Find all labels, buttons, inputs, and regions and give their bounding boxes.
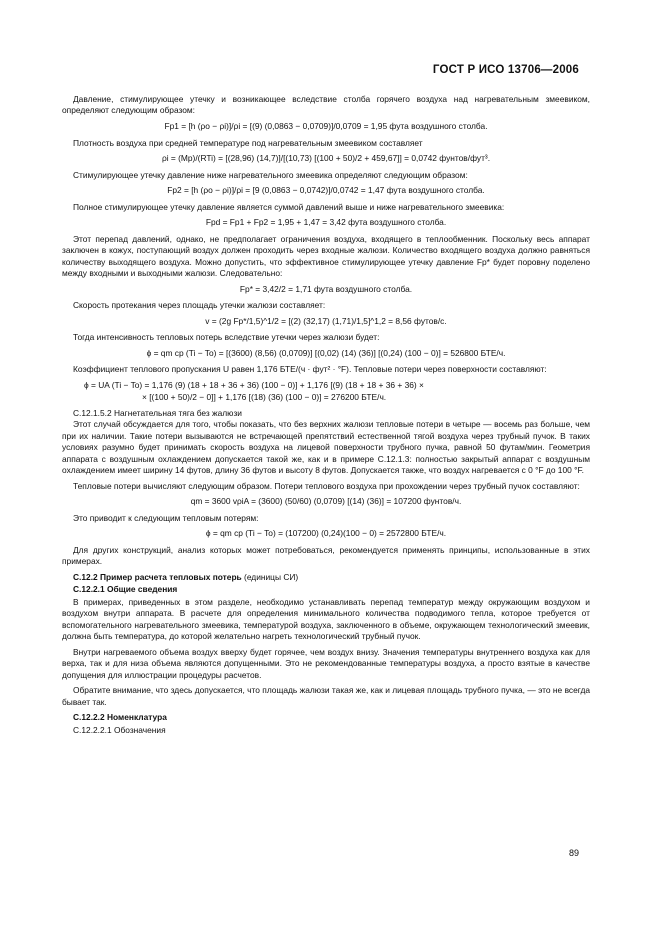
section-heading bbox=[62, 572, 590, 583]
paragraph: Этот случай обсуждается для того, чтобы показать, что без верхних жалюзи тепловые потери в четыре — восемь раз больше, чем при их наличии. Такие потери вызываются не встречающей препятствий естественной тягой воздуха через трубный пучок. В таких условиях разумно будет принимать скорость воздуха на лицевой поверхности трубного пучка, равной 50 футам/мин. Геометрия аппарата с воздушным охлаждением допускается такой же, как и в примере С.12.1.3: полностью закрытый аппарат с воздушным охлаждением имеет ширину 14 футов, длину 36 футов и высоту 8 футов. Допускается также, что воздух нагревается с 0 °F до 100 °F. bbox=[62, 419, 590, 475]
paragraph: Коэффициент теплового пропускания U равен 1,176 БТЕ/(ч · фут² · °F). Тепловые потери через поверхности составляют: bbox=[73, 364, 547, 375]
equation: qm = 3600 vρiA = (3600) (50/60) (0,0709) [(14) (36)] = 107200 фунтов/ч. bbox=[190, 496, 462, 507]
paragraph: Скорость протекания через площадь утечки жалюзи составляет: bbox=[73, 300, 326, 311]
equation: ρi = (Mp)/(RTi) = [(28,96) (14,7)]/[(10,73) [(100 + 50)/2 + 459,67]] = 0,0742 фунтов/фут³. bbox=[161, 153, 491, 164]
equation-multiline bbox=[62, 380, 590, 403]
document-header: ГОСТ Р ИСО 13706—2006 bbox=[432, 64, 579, 76]
section-heading: С.12.2.1 Общие сведения bbox=[73, 584, 178, 595]
paragraph: Тогда интенсивность тепловых потерь вследствие утечки через жалюзи будет: bbox=[73, 332, 380, 343]
paragraph: Внутри нагреваемого объема воздух вверху будет горячее, чем воздух внизу. Значения температуры внутреннего воздуха как для верха, так и для низа объема являются допущенными. Это не рекомендованные температуры воздуха, а просто взятые в качестве допущения для иллюстрации процедуры расчетов. bbox=[62, 646, 590, 680]
paragraph: В примерах, приведенных в этом разделе, необходимо устанавливать перепад температур между окружающим воздухом и воздухом внутри аппарата. В расчете для определения минимального количества подводимого тепла, которое требуется от вспомогательного нагревательного змеевика, температурой воздуха, заключенного в объеме, окружающем технологический змеевик, должна быть температура, до которой желательно нагреть технологический трубный пучок. bbox=[62, 596, 590, 641]
page-number: 89 bbox=[568, 848, 579, 858]
paragraph: Для других конструкций, анализ которых может потребоваться, рекомендуется применять принципы, использованные в этих примерах. bbox=[62, 544, 590, 567]
section-heading: С.12.1.5.2 Нагнетательная тяга без жалюзи bbox=[73, 407, 242, 418]
equation: ϕ = qm cp (Ti − To) = (107200) (0,24)(100 − 0) = 2572800 БТЕ/ч. bbox=[205, 528, 447, 539]
paragraph: Это приводит к следующим тепловым потерям: bbox=[73, 512, 259, 523]
paragraph: Полное стимулирующее утечку давление является суммой давлений выше и ниже нагревательного змеевика: bbox=[73, 201, 505, 212]
heading-suffix: (единицы СИ) bbox=[241, 571, 299, 582]
section-heading: С.12.2.2 Номенклатура bbox=[73, 712, 167, 723]
equation: ϕ = qm cp (Ti − To) = [(3600) (8,56) (0,0709)] [(0,02) (14) (36)] [(0,24) (100 − 0)] = 526800 БТЕ/ч. bbox=[146, 347, 506, 358]
paragraph: Давление, стимулирующее утечку и возникающее вследствие столба горячего воздуха над нагревательным змеевиком, определяют следующим образом: bbox=[62, 94, 590, 116]
paragraph: Обратите внимание, что здесь допускается, что площадь жалюзи такая же, как и лицевая площадь трубного пучка, — это не всегда бывает так. bbox=[62, 685, 590, 707]
equation-line: ϕ = UA (Ti − To) = 1,176 (9) (18 + 18 + 36 + 36) (100 − 0)] + 1,176 [(9) (18 + 18 + 36 + 36) × bbox=[84, 380, 424, 391]
equation: Fpd = Fp1 + Fp2 = 1,95 + 1,47 = 3,42 фута воздушного столба. bbox=[205, 217, 447, 228]
equation: Fp1 = [h (ρo − ρi)]/ρi = [(9) (0,0863 − 0,0709)]/0,0709 = 1,95 фута воздушного столба. bbox=[164, 121, 488, 132]
equation: Fp* = 3,42/2 = 1,71 фута воздушного столба. bbox=[239, 283, 413, 294]
paragraph: Этот перепад давлений, однако, не предполагает ограничения воздуха, входящего в теплообменник. Поскольку весь аппарат заключен в кожух, поступающий воздух должен проходить через входные жалюзи. Количество входящего воздуха должно равняться количеству выходящего воздуха. Можно допустить, что эффективное стимулирующее утечку давление Fp* будет поровну поделено между входными и выходными жалюзи. Следовательно: bbox=[62, 233, 590, 279]
equation: v = (2g Fp*/1,5)^1/2 = [(2) (32,17) (1,71)/1,5]^1,2 = 8,56 футов/с. bbox=[205, 315, 447, 326]
paragraph: Тепловые потери вычисляют следующим образом. Потери теплового воздуха при прохождении через трубный пучок составляют: bbox=[73, 480, 580, 491]
section-heading: С.12.2.2.1 Обозначения bbox=[73, 724, 166, 735]
paragraph: Плотность воздуха при средней температуре под нагревательным змеевиком составляет bbox=[73, 137, 423, 148]
equation-line: × [(100 + 50)/2 − 0]] + 1,176 [(18) (36) (100 − 0)] = 276200 БТЕ/ч. bbox=[142, 391, 387, 402]
equation: Fp2 = [h (ρo − ρi)]/ρi = [9 (0,0863 − 0,0742)]/0,0742 = 1,47 фута воздушного столба. bbox=[167, 185, 485, 196]
heading-label: С.12.2 Пример расчета тепловых потерь bbox=[73, 571, 242, 582]
page-content bbox=[62, 94, 590, 737]
paragraph: Стимулирующее утечку давление ниже нагревательного змеевика определяют следующим образом: bbox=[73, 169, 468, 180]
